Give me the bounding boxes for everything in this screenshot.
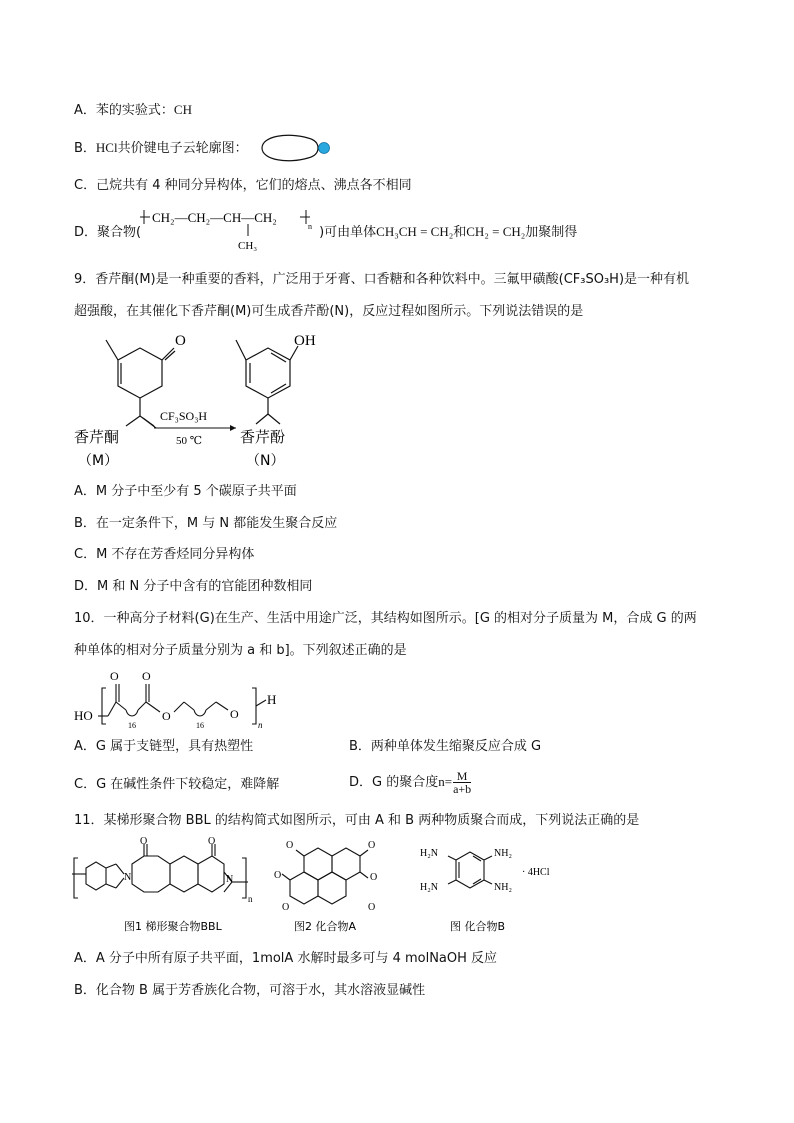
q10-ho: HO [74, 708, 93, 723]
q8-option-d: D．聚合物( )可由单体CH₃CH = CH₂和CH₂ = CH₂加聚制得 [74, 224, 578, 240]
reagent-label: CF₃SO₃H [160, 409, 208, 423]
q10-o4: O [230, 707, 239, 721]
condition-label: 50 ℃ [176, 435, 203, 447]
bbl-o1: O [140, 836, 148, 847]
poly-main-chain: CH₂—CH₂—CH—CH₂ [152, 210, 277, 225]
b-salt: · 4HCl [522, 867, 550, 878]
q10-o2: O [142, 669, 151, 683]
q10-polymer-structure [74, 670, 294, 728]
q9-option-d: D．M 和 N 分子中含有的官能团种数相同 [74, 579, 313, 594]
hcl-orbital-diagram [258, 130, 338, 166]
q10-stem-line2: 种单体的相对分子质量分别为 a 和 b]。下列叙述正确的是 [74, 643, 407, 658]
b-nh2-4: NH₂ [494, 882, 512, 893]
a-o2: O [368, 840, 376, 851]
bbl-n1: N [124, 872, 132, 883]
fig3-caption: 图 化合物B [450, 920, 506, 933]
q8-option-c: C．己烷共有 4 种同分异构体，它们的熔点、沸点各不相同 [74, 178, 412, 193]
carvacrol-name: 香芹酚 [240, 428, 286, 446]
polymer-structure [140, 204, 320, 254]
orbital-dot [319, 143, 330, 154]
q9-stem-line1: 9．香芹酮(M)是一种重要的香料，广泛用于牙膏、口香糖和各种饮料中。三氟甲磺酸(CF₃SO₃H)是一种有机 [74, 272, 690, 287]
degree-fraction: $\frac{M}{a+b}$ [453, 769, 472, 796]
fig1-caption: 图1 梯形聚合物BBL [124, 920, 222, 933]
q10-option-b: B．两种单体发生缩聚反应合成 G [349, 739, 542, 754]
q10-stem-line1: 10．一种高分子材料(G)在生产、生活中用途广泛，其结构如图所示。[G 的相对分子质量为 M，合成 G 的两 [74, 611, 697, 626]
fig2-caption: 图2 化合物A [294, 920, 357, 933]
q9-option-a: A．M 分子中至少有 5 个碳原子共平面 [74, 484, 297, 499]
q10-o3: O [162, 709, 171, 723]
b-nh2-1: H₂N [420, 848, 438, 859]
a-o5: O [282, 902, 290, 913]
q10-option-c: C．G 在碱性条件下较稳定，难降解 [74, 777, 280, 792]
q11-stem: 11．某梯形聚合物 BBL 的结构简式如图所示，可由 A 和 B 两种物质聚合而成，下列说法正确的是 [74, 813, 640, 828]
q9-stem-line2: 超强酸，在其催化下香芹酮(M)可生成香芹酚(N)，反应过程如图所示。下列说法错误的是 [74, 304, 584, 319]
q10-sub2: 16 [196, 721, 204, 730]
b-nh2-2: NH₂ [494, 848, 512, 859]
q9-option-b: B．在一定条件下，M 与 N 都能发生聚合反应 [74, 516, 338, 531]
q10-sub1: 16 [128, 721, 136, 730]
q10-o1: O [110, 669, 119, 683]
carvone-label: （M） [78, 453, 119, 469]
a-o3: O [274, 870, 282, 881]
carvacrol-structure [236, 340, 298, 424]
q10-h: H [267, 692, 277, 707]
carvacrol-oh: OH [294, 333, 316, 349]
q11-fig3-compound-b [418, 838, 568, 938]
bbl-o2: O [208, 836, 216, 847]
bbl-n-sub: n [248, 894, 253, 904]
carvacrol-label: （N） [246, 453, 285, 469]
q10-option-a: A．G 属于支链型，具有热塑性 [74, 739, 254, 754]
carvone-o: O [175, 333, 186, 349]
q9-option-c: C．M 不存在芳香烃同分异构体 [74, 547, 255, 562]
q11-fig1-bbl [72, 838, 258, 938]
q10-n: n [258, 720, 263, 730]
poly-n: n [308, 222, 312, 231]
q10-option-d: D．G 的聚合度n= $\frac{M}{a+b}$ [349, 769, 472, 796]
a-o1: O [286, 840, 294, 851]
poly-branch: CH₃ [238, 240, 258, 252]
q8-option-a: A．苯的实验式：CH [74, 102, 192, 118]
b-nh2-3: H₂N [420, 882, 438, 893]
q11-option-a: A．A 分子中所有原子共平面，1molA 水解时最多可与 4 molNaOH 反应 [74, 951, 498, 966]
a-o6: O [368, 902, 376, 913]
carvone-name: 香芹酮 [74, 428, 120, 446]
q8-option-b: B．HCl共价键电子云轮廓图： [74, 140, 248, 156]
a-o4: O [370, 872, 378, 883]
q11-fig2-compound-a [272, 838, 388, 938]
q11-option-b: B．化合物 B 属于芳香族化合物，可溶于水，其水溶液显碱性 [74, 983, 426, 998]
bbl-n2: N [226, 874, 234, 885]
q9-reaction-scheme [70, 330, 330, 472]
